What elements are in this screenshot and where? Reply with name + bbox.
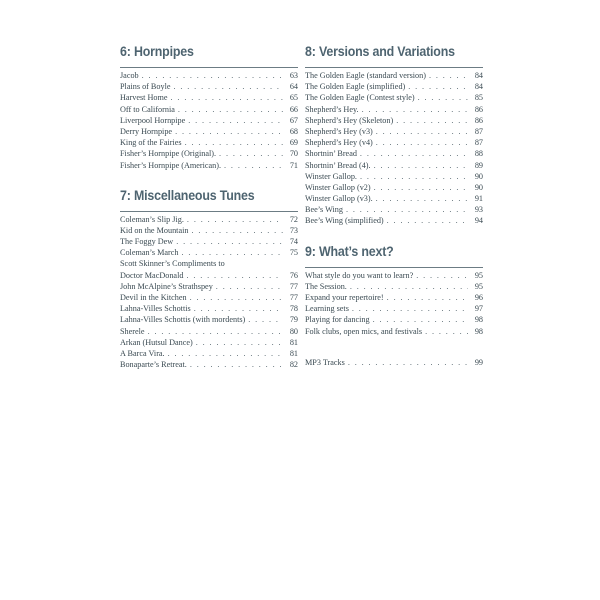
- entry-title: King of the Fairies: [120, 138, 182, 148]
- entry-title: Playing for dancing: [305, 315, 370, 325]
- dot-leader: [181, 247, 283, 258]
- section-rule: [120, 67, 298, 68]
- section-rule: [305, 67, 483, 68]
- toc-entry[interactable]: [120, 92, 298, 103]
- toc-entry[interactable]: [120, 247, 298, 258]
- toc-entry[interactable]: [120, 148, 298, 159]
- entry-page: 80: [289, 326, 298, 336]
- entry-page: 69: [289, 138, 298, 148]
- toc-entry[interactable]: [305, 281, 483, 292]
- toc-entry[interactable]: [120, 292, 298, 303]
- dot-leader: [373, 314, 468, 325]
- toc-entry[interactable]: [305, 171, 483, 182]
- dot-leader: [374, 160, 468, 171]
- toc-entry[interactable]: [120, 270, 298, 281]
- dot-leader: [174, 81, 284, 92]
- dot-leader: [191, 225, 283, 236]
- toc-entry[interactable]: [305, 182, 483, 193]
- toc-entry[interactable]: [305, 193, 483, 204]
- entry-title: Derry Hornpipe: [120, 126, 173, 136]
- dot-leader: [175, 126, 283, 137]
- entry-page: 89: [474, 160, 483, 170]
- entry-page: 82: [289, 360, 298, 370]
- section-title: 6: Hornpipes: [120, 44, 194, 59]
- toc-entry[interactable]: [120, 236, 298, 247]
- entry-title: Winster Gallop.: [305, 171, 357, 181]
- entry-title: Kid on the Mountain: [120, 225, 189, 235]
- toc-list: [305, 270, 483, 337]
- toc-entry-mp3-tracks[interactable]: [305, 357, 483, 368]
- entry-page: 68: [289, 126, 298, 136]
- dot-leader: [387, 215, 468, 226]
- entry-title: Doctor MacDonald: [120, 270, 184, 280]
- entry-title: Shepherd’s Hey (Skeleton): [305, 115, 394, 125]
- section-title: 9: What’s next?: [305, 243, 394, 259]
- dot-leader: [429, 70, 468, 81]
- entry-page: 63: [289, 71, 298, 80]
- entry-page: 72: [289, 214, 298, 224]
- dot-leader: [346, 204, 468, 215]
- toc-entry[interactable]: [305, 215, 483, 226]
- entry-title: Harvest Home: [120, 93, 168, 103]
- dot-leader: [348, 357, 468, 368]
- entry-page: 77: [289, 293, 298, 302]
- entry-title: Learning sets: [305, 304, 349, 314]
- toc-entry[interactable]: [305, 292, 483, 303]
- dot-leader: [196, 337, 283, 348]
- dot-leader: [396, 115, 468, 126]
- entry-title: Bee’s Wing (simplified): [305, 216, 384, 226]
- entry-title: Winster Gallop (v3).: [305, 194, 373, 204]
- entry-page: 95: [474, 270, 483, 280]
- dot-leader: [374, 182, 468, 193]
- entry-page: 67: [289, 115, 298, 125]
- dot-leader: [190, 359, 283, 370]
- toc-entry[interactable]: [120, 314, 298, 325]
- toc-entry[interactable]: [120, 70, 298, 81]
- entry-page: 96: [474, 293, 483, 302]
- entry-page: 94: [474, 216, 483, 226]
- dot-leader: [185, 137, 283, 148]
- entry-page: 98: [474, 326, 483, 336]
- toc-entry[interactable]: [305, 137, 483, 148]
- entry-title: Off to California: [120, 104, 175, 114]
- entry-title: Shepherd’s Hey (v4): [305, 138, 373, 148]
- entry-title: Folk clubs, open mics, and festivals: [305, 326, 423, 336]
- entry-title: Bee’s Wing: [305, 205, 343, 215]
- dot-leader: [190, 292, 283, 303]
- entry-title: Shepherd’s Hey (v3): [305, 126, 373, 136]
- dot-leader: [187, 214, 283, 225]
- dot-leader: [360, 148, 468, 159]
- dot-leader: [168, 348, 283, 359]
- entry-page: 87: [474, 126, 483, 136]
- dot-leader: [376, 193, 468, 204]
- entry-title: The Golden Eagle (simplified): [305, 82, 406, 92]
- section-miscellaneous-tunes: [120, 188, 298, 371]
- entry-title: Fisher’s Hornpipe (Original).: [120, 149, 217, 159]
- entry-title: Lahna-Villes Schottis (with mordents): [120, 315, 246, 325]
- dot-leader: [416, 270, 468, 281]
- entry-page: 81: [289, 348, 298, 358]
- toc-entry[interactable]: [305, 314, 483, 325]
- dot-leader: [194, 303, 283, 314]
- toc-entry[interactable]: [305, 148, 483, 159]
- entry-page: 64: [289, 82, 298, 92]
- entry-page: 70: [289, 149, 298, 159]
- dot-leader: [376, 137, 468, 148]
- dot-leader: [425, 326, 468, 337]
- entry-page: 66: [289, 104, 298, 114]
- entry-title: Lahna-Villes Schottis: [120, 304, 191, 314]
- dot-leader: [352, 303, 468, 314]
- right-column: [305, 44, 483, 368]
- dot-leader: [387, 292, 468, 303]
- dot-leader: [248, 314, 283, 325]
- toc-entry[interactable]: [120, 126, 298, 137]
- toc-entry[interactable]: [305, 115, 483, 126]
- dot-leader: [171, 92, 283, 103]
- toc-entry[interactable]: [120, 225, 298, 236]
- entry-title: Arkan (Hutsul Dance): [120, 337, 193, 347]
- section-whats-next: [305, 244, 483, 368]
- toc-entry[interactable]: [120, 303, 298, 314]
- dot-leader: [408, 81, 468, 92]
- toc-entry[interactable]: [305, 160, 483, 171]
- entry-title: Liverpool Hornpipe: [120, 115, 186, 125]
- dot-leader: [219, 148, 283, 159]
- entry-page: 71: [289, 160, 298, 170]
- entry-title: Devil in the Kitchen: [120, 293, 187, 302]
- entry-page: 86: [474, 115, 483, 125]
- toc-entry[interactable]: [120, 160, 298, 171]
- entry-title: Coleman’s March: [120, 248, 179, 258]
- section-title: 7: Miscellaneous Tunes: [120, 187, 255, 203]
- section-rule: [120, 211, 298, 212]
- entry-title: Expand your repertoire!: [305, 293, 384, 302]
- dot-leader: [362, 104, 468, 115]
- toc-list: [120, 70, 298, 171]
- toc-entry[interactable]: [305, 70, 483, 81]
- entry-title: Shepherd’s Hey.: [305, 104, 359, 114]
- entry-title: Shortnin’ Bread (4).: [305, 160, 371, 170]
- toc-entry[interactable]: [305, 204, 483, 215]
- toc-entry[interactable]: [120, 281, 298, 292]
- entry-page: 79: [289, 315, 298, 325]
- entry-page: 76: [289, 270, 298, 280]
- toc-entry[interactable]: [120, 348, 298, 359]
- entry-page: 90: [474, 171, 483, 181]
- toc-entry[interactable]: [305, 92, 483, 103]
- entry-title: The Foggy Dew: [120, 237, 174, 247]
- toc-entry[interactable]: [120, 326, 298, 337]
- dot-leader: [216, 281, 283, 292]
- toc-entry[interactable]: [120, 137, 298, 148]
- dot-leader: [148, 326, 283, 337]
- entry-page: 84: [474, 82, 483, 92]
- dot-leader: [350, 281, 468, 292]
- entry-title: Winster Gallop (v2): [305, 182, 371, 192]
- toc-entry[interactable]: [120, 81, 298, 92]
- entry-title: Bonaparte’s Retreat.: [120, 360, 187, 370]
- entry-title: A Barca Vira.: [120, 348, 165, 358]
- entry-title: The Golden Eagle (Contest style): [305, 93, 415, 103]
- entry-title: Plains of Boyle: [120, 82, 171, 92]
- dot-leader: [418, 92, 468, 103]
- entry-title: Coleman’s Slip Jig.: [120, 214, 184, 224]
- dot-leader: [176, 236, 283, 247]
- entry-title: Scott Skinner’s Compliments to: [120, 259, 225, 269]
- toc-entry[interactable]: [120, 258, 298, 269]
- dot-leader: [376, 126, 468, 137]
- entry-page: 78: [289, 304, 298, 314]
- entry-title: The Golden Eagle (standard version): [305, 71, 426, 80]
- entry-page: 75: [289, 248, 298, 258]
- toc-entry[interactable]: [305, 326, 483, 337]
- toc-entry[interactable]: [120, 359, 298, 370]
- toc-list: [120, 214, 298, 371]
- entry-page: 77: [289, 281, 298, 291]
- entry-page: 91: [474, 194, 483, 204]
- dot-leader: [142, 70, 283, 81]
- entry-title: Fisher’s Hornpipe (American).: [120, 160, 222, 170]
- toc-entry[interactable]: [120, 214, 298, 225]
- entry-page: 84: [474, 71, 483, 80]
- entry-page: 73: [289, 225, 298, 235]
- toc-entry[interactable]: [120, 337, 298, 348]
- section-title: 8: Versions and Variations: [305, 44, 455, 59]
- dot-leader: [178, 104, 283, 115]
- toc-entry[interactable]: [120, 104, 298, 115]
- dot-leader: [224, 160, 283, 171]
- toc-entry[interactable]: [120, 115, 298, 126]
- entry-title: Shortnin’ Bread: [305, 149, 357, 159]
- entry-title: Sherele: [120, 326, 145, 336]
- section-rule: [305, 267, 483, 268]
- entry-page: 85: [474, 93, 483, 103]
- entry-title: John McAlpine’s Strathspey: [120, 281, 213, 291]
- dot-leader: [188, 115, 283, 126]
- entry-page: 81: [289, 337, 298, 347]
- toc-list: [305, 70, 483, 227]
- section-versions-and-variations: [305, 44, 483, 227]
- entry-page: 97: [474, 304, 483, 314]
- entry-page: 93: [474, 205, 483, 215]
- entry-page: 95: [474, 281, 483, 291]
- entry-title: MP3 Tracks: [305, 357, 345, 367]
- section-hornpipes: [120, 44, 298, 171]
- toc-entry[interactable]: [305, 126, 483, 137]
- toc-entry[interactable]: [305, 104, 483, 115]
- toc-entry[interactable]: [305, 303, 483, 314]
- entry-page: 98: [474, 315, 483, 325]
- entry-title: Jacob: [120, 71, 139, 80]
- entry-title: What style do you want to learn?: [305, 270, 414, 280]
- dot-leader: [186, 270, 283, 281]
- left-column: [120, 44, 298, 370]
- entry-page: 65: [289, 93, 298, 103]
- entry-page: 86: [474, 104, 483, 114]
- entry-page: 90: [474, 182, 483, 192]
- toc-entry[interactable]: [305, 270, 483, 281]
- entry-page: 88: [474, 149, 483, 159]
- entry-page: 99: [474, 357, 483, 367]
- entry-title: The Session.: [305, 281, 347, 291]
- entry-page: 87: [474, 138, 483, 148]
- toc-entry[interactable]: [305, 81, 483, 92]
- entry-page: 74: [289, 237, 298, 247]
- dot-leader: [360, 171, 468, 182]
